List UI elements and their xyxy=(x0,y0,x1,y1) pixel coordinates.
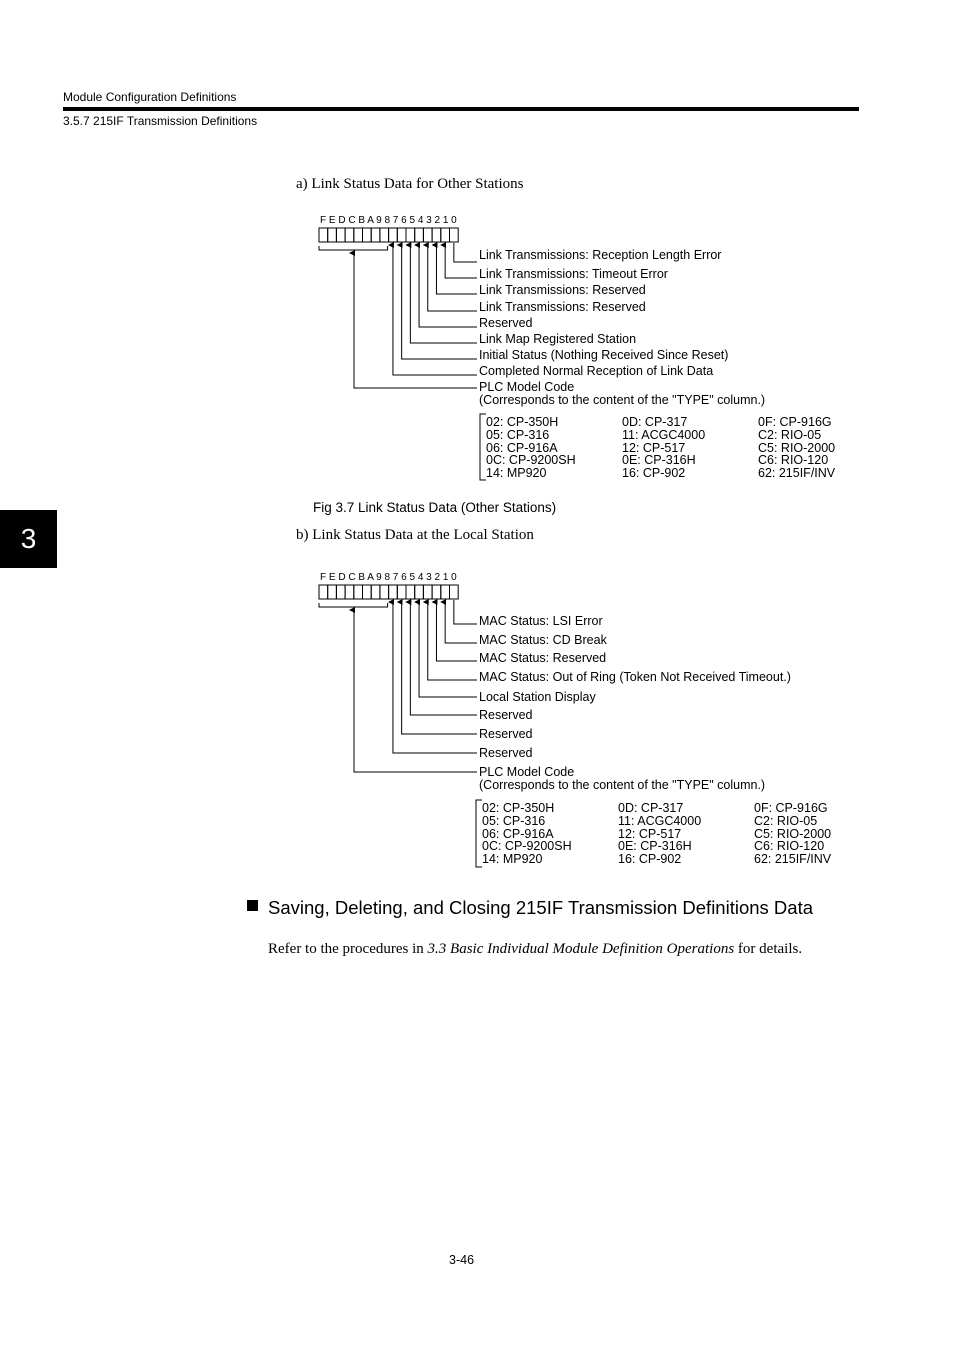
type-column: 02: CP-350H 05: CP-316 06: CP-916A 0C: CP-9200SH 14: MP920 xyxy=(482,801,572,867)
type-column: 0F: CP-916G C2: RIO-05 C5: RIO-2000 C6: RIO-120 62: 215IF/INV xyxy=(754,801,832,867)
bit-cell xyxy=(328,585,337,599)
fig-b-label: MAC Status: CD Break xyxy=(479,633,607,647)
fig-b-label: MAC Status: Out of Ring (Token Not Received Timeout.) xyxy=(479,670,791,684)
bit-cell xyxy=(423,228,432,242)
bit-cell xyxy=(319,228,328,242)
fig-a-label: Link Transmissions: Reception Length Error xyxy=(479,248,722,262)
bit-cell xyxy=(354,585,363,599)
bit-cell xyxy=(380,585,389,599)
type-table-bracket xyxy=(476,800,482,867)
type-column: 0D: CP-317 11: ACGC4000 12: CP-517 0E: CP-316H 16: CP-902 xyxy=(618,801,702,867)
fig-a-heading: a) Link Status Data for Other Stations xyxy=(296,176,524,192)
bit-cell xyxy=(415,585,424,599)
header-subsection: 3.5.7 215IF Transmission Definitions xyxy=(63,114,258,128)
leader-line xyxy=(445,602,477,643)
bit-cell xyxy=(371,585,380,599)
leader-line xyxy=(436,245,477,294)
bit-cell xyxy=(441,228,450,242)
bit-group-bracket xyxy=(319,246,388,250)
section-reference: 3.3 Basic Individual Module Definition Operations xyxy=(427,941,735,957)
fig-a-label: Link Transmissions: Reserved xyxy=(479,300,646,314)
bit-cell xyxy=(345,228,354,242)
leader-line xyxy=(402,602,477,734)
bit-cell xyxy=(336,228,345,242)
header-section: Module Configuration Definitions xyxy=(63,90,237,104)
bit-cell xyxy=(432,228,441,242)
bit-cell xyxy=(432,585,441,599)
fig-a-label: Initial Status (Nothing Received Since Reset) xyxy=(479,348,729,362)
bit-cell xyxy=(319,585,328,599)
fig-a-label: Completed Normal Reception of Link Data xyxy=(479,364,714,378)
type-column: 0F: CP-916G C2: RIO-05 C5: RIO-2000 C6: RIO-120 62: 215IF/INV xyxy=(758,415,836,481)
leader-line xyxy=(354,610,477,772)
fig-b-label: Reserved xyxy=(479,727,533,741)
section-title: Saving, Deleting, and Closing 215IF Transmission Definitions Data xyxy=(268,897,814,918)
bit-cell xyxy=(450,228,459,242)
bit-cell xyxy=(397,585,406,599)
leader-line xyxy=(428,602,477,680)
bit-cell xyxy=(406,585,415,599)
fig-b-label: MAC Status: LSI Error xyxy=(479,614,603,628)
bit-cell xyxy=(380,228,389,242)
bit-cell xyxy=(450,585,459,599)
fig-a-label: Link Map Registered Station xyxy=(479,332,637,346)
leader-line xyxy=(393,245,477,375)
bit-cell xyxy=(363,585,372,599)
bit-cell xyxy=(328,228,337,242)
leader-line xyxy=(454,600,477,624)
leader-line xyxy=(410,602,477,715)
fig-b-heading: b) Link Status Data at the Local Station xyxy=(296,527,534,543)
fig-b-label: PLC Model Code xyxy=(479,765,575,779)
bit-cell xyxy=(423,585,432,599)
bit-cell xyxy=(441,585,450,599)
bit-cell xyxy=(415,228,424,242)
type-column: 0D: CP-317 11: ACGC4000 12: CP-517 0E: CP-316H 16: CP-902 xyxy=(622,415,706,481)
leader-line xyxy=(454,243,477,262)
fig-b-label: Reserved xyxy=(479,746,533,760)
bit-cell xyxy=(336,585,345,599)
bit-cell xyxy=(354,228,363,242)
fig-b-label: Reserved xyxy=(479,708,533,722)
type-table-bracket xyxy=(480,414,486,480)
type-column: 02: CP-350H 05: CP-316 06: CP-916A 0C: CP-9200SH 14: MP920 xyxy=(486,415,576,481)
bit-cell xyxy=(389,585,398,599)
section-bullet-icon xyxy=(247,900,258,911)
fig-a-note: (Corresponds to the content of the "TYPE" column.) xyxy=(479,393,766,407)
page-number: 3-46 xyxy=(449,1253,475,1267)
chapter-tab: 3 xyxy=(0,510,57,568)
section-body: Refer to the procedures in 3.3 Basic Individual Module Definition Operations for details. xyxy=(268,941,803,957)
fig-a-label: PLC Model Code xyxy=(479,380,575,394)
bit-cell xyxy=(363,228,372,242)
fig-b-bit-labels: F E D C B A 9 8 7 6 5 4 3 2 1 0 xyxy=(320,572,457,583)
bit-cell xyxy=(406,228,415,242)
fig-a-bit-labels: F E D C B A 9 8 7 6 5 4 3 2 1 0 xyxy=(320,215,457,226)
bit-cell xyxy=(397,228,406,242)
leader-line xyxy=(354,253,477,388)
bit-cell xyxy=(371,228,380,242)
bit-cell xyxy=(389,228,398,242)
leader-line xyxy=(436,602,477,661)
fig-a-label: Link Transmissions: Timeout Error xyxy=(479,267,668,281)
fig-b-label: Local Station Display xyxy=(479,690,596,704)
bit-cell xyxy=(345,585,354,599)
fig-a-caption: Fig 3.7 Link Status Data (Other Stations) xyxy=(313,500,557,515)
fig-a-label: Reserved xyxy=(479,316,533,330)
fig-b-label: MAC Status: Reserved xyxy=(479,651,607,665)
bit-group-bracket xyxy=(319,603,388,607)
leader-line xyxy=(393,602,477,753)
fig-a-label: Link Transmissions: Reserved xyxy=(479,283,646,297)
fig-b-note: (Corresponds to the content of the "TYPE" column.) xyxy=(479,778,766,792)
